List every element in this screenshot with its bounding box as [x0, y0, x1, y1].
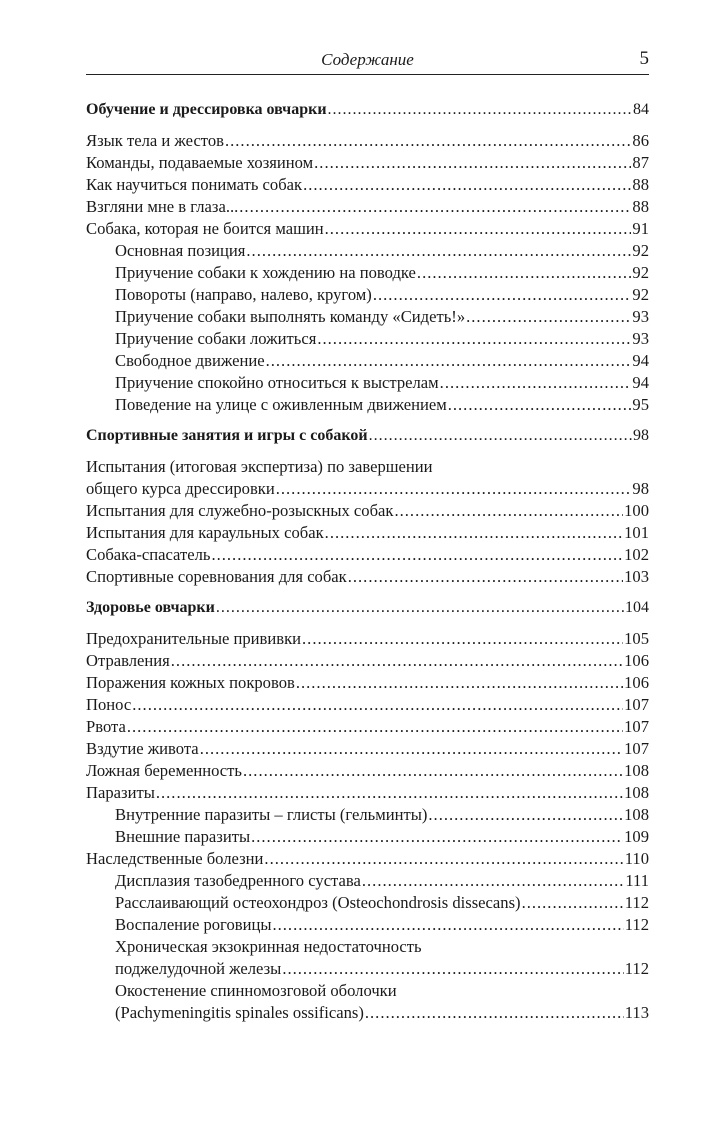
- toc-entry-title: Вздутие живота: [86, 739, 199, 758]
- toc-entry[interactable]: [86, 738, 649, 760]
- toc-section-title: Спортивные занятия и игры с собакой: [86, 427, 368, 444]
- toc-entry[interactable]: [86, 694, 649, 716]
- toc-entry-title: Как научиться понимать собак: [86, 175, 303, 194]
- leader-dots: [365, 1002, 624, 1024]
- toc-subentry[interactable]: [86, 958, 649, 980]
- toc-page-number: 108: [624, 761, 649, 780]
- toc-section[interactable]: [86, 99, 649, 121]
- toc-entry[interactable]: [86, 130, 649, 152]
- toc-entry-title: Команды, подаваемые хозяином: [86, 153, 314, 172]
- toc-page-number: 86: [632, 131, 649, 150]
- toc-section[interactable]: [86, 597, 649, 619]
- toc-entry-title: Испытания для служебно-розыскных собак: [86, 501, 394, 520]
- toc-page-number: 109: [624, 827, 649, 846]
- toc-page-number: 101: [624, 523, 649, 542]
- toc-entry-title: Отравления: [86, 651, 170, 670]
- toc-entry-title: общего курса дрессировки: [86, 479, 275, 498]
- toc-entry[interactable]: [86, 478, 649, 500]
- toc-subentry-line[interactable]: [86, 980, 649, 1002]
- toc-entry[interactable]: [86, 152, 649, 174]
- toc-entry[interactable]: [86, 544, 649, 566]
- toc-entry-title: Язык тела и жестов: [86, 131, 224, 150]
- leader-dots: [266, 350, 632, 372]
- leader-dots: [373, 284, 632, 306]
- leader-dots: [272, 914, 623, 936]
- toc-page-number: 94: [632, 351, 649, 370]
- leader-dots: [417, 262, 631, 284]
- toc-entry[interactable]: [86, 650, 649, 672]
- toc-page-number: 108: [624, 805, 649, 824]
- toc-entry-title: Приучение спокойно относиться к выстрелам: [115, 373, 439, 392]
- leader-dots: [303, 174, 631, 196]
- toc-page-number: 110: [624, 849, 649, 868]
- toc-entry-title: Предохранительные прививки: [86, 629, 302, 648]
- leader-dots: [225, 130, 631, 152]
- toc-entry-title: Испытания для караульных собак: [86, 523, 324, 542]
- leader-dots: [251, 826, 623, 848]
- leader-dots: [317, 328, 631, 350]
- toc-entry-title: Собака, которая не боится машин: [86, 219, 324, 238]
- toc-entry-title: Внешние паразиты: [115, 827, 251, 846]
- toc-page-number: 88: [632, 197, 649, 216]
- leader-dots: [127, 716, 623, 738]
- toc-page-number: 98: [633, 427, 649, 444]
- toc-page-number: 112: [624, 893, 649, 912]
- leader-dots: [466, 306, 631, 328]
- toc-entry-title: Повороты (направо, налево, кругом): [115, 285, 372, 304]
- toc-subentry[interactable]: [86, 394, 649, 416]
- leader-dots: [325, 218, 632, 240]
- toc-page-number: 108: [624, 783, 649, 802]
- toc-subentry[interactable]: [86, 804, 649, 826]
- toc-page-number: 107: [624, 717, 649, 736]
- toc-entry-title: Ложная беременность: [86, 761, 242, 780]
- toc-entry-title: Спортивные соревнования для собак: [86, 567, 347, 586]
- leader-dots: [211, 544, 623, 566]
- toc-subentry[interactable]: [86, 350, 649, 372]
- toc-subentry[interactable]: [86, 328, 649, 350]
- toc-page-number: 107: [624, 739, 649, 758]
- toc-page-number: 107: [624, 695, 649, 714]
- toc-entry[interactable]: [86, 848, 649, 870]
- leader-dots: [522, 892, 624, 914]
- toc-page-number: 92: [632, 241, 649, 260]
- toc-entry-title: Взгляни мне в глаза...: [86, 197, 239, 216]
- toc-entry[interactable]: [86, 174, 649, 196]
- toc-entry[interactable]: [86, 782, 649, 804]
- toc-page-number: 92: [632, 285, 649, 304]
- toc-page-number: 84: [633, 101, 649, 118]
- toc-entry-title: Понос: [86, 695, 132, 714]
- toc-page-number: 88: [632, 175, 649, 194]
- toc-page-number: 95: [632, 395, 649, 414]
- toc-subentry[interactable]: [86, 892, 649, 914]
- page-number: 5: [639, 48, 649, 69]
- toc-subentry[interactable]: [86, 262, 649, 284]
- toc-entry-line[interactable]: [86, 456, 649, 478]
- toc-subentry-line[interactable]: [86, 936, 649, 958]
- toc-entry-title-line: Хроническая экзокринная недостаточность: [115, 937, 422, 956]
- toc-entry-title: Паразиты: [86, 783, 155, 802]
- toc-entry-title: Основная позиция: [115, 241, 246, 260]
- toc-entry-title: Дисплазия тазобедренного сустава: [115, 871, 361, 890]
- toc-entry-title-line: Окостенение спинномозговой оболочки: [115, 981, 397, 1000]
- toc-page-number: 111: [625, 871, 649, 890]
- table-of-contents: [86, 99, 649, 1024]
- toc-subentry[interactable]: [86, 284, 649, 306]
- toc-page-number: 102: [624, 545, 649, 564]
- toc-section-title: Обучение и дрессировка овчарки: [86, 101, 327, 118]
- toc-page-number: 92: [632, 263, 649, 282]
- leader-dots: [296, 672, 623, 694]
- toc-subentry[interactable]: [86, 372, 649, 394]
- leader-dots: [200, 738, 623, 760]
- leader-dots: [362, 870, 624, 892]
- running-header-title: Содержание: [321, 50, 414, 69]
- toc-entry[interactable]: [86, 218, 649, 240]
- toc-entry-title: Свободное движение: [115, 351, 265, 370]
- toc-entry-title: Расслаивающий остеохондроз (Osteochondrosis dissecans): [115, 893, 521, 912]
- toc-entry-title-line: Испытания (итоговая экспертиза) по завершении: [86, 457, 433, 476]
- toc-entry[interactable]: [86, 716, 649, 738]
- leader-dots: [448, 394, 632, 416]
- toc-entry-title: Поведение на улице с оживленным движением: [115, 395, 447, 414]
- leader-dots: [282, 958, 623, 980]
- leader-dots: [325, 522, 623, 544]
- toc-subentry[interactable]: [86, 306, 649, 328]
- leader-dots: [216, 597, 624, 619]
- leader-dots: [369, 425, 632, 447]
- running-header: [86, 48, 649, 75]
- toc-entry-title: Приучение собаки выполнять команду «Сидеть!»: [115, 307, 466, 326]
- toc-page-number: 113: [624, 1003, 649, 1022]
- toc-entry-title: Собака-спасатель: [86, 545, 211, 564]
- toc-page-number: 98: [632, 479, 649, 498]
- leader-dots: [239, 196, 631, 218]
- leader-dots: [171, 650, 623, 672]
- leader-dots: [243, 760, 623, 782]
- leader-dots: [132, 694, 623, 716]
- toc-entry-title: Воспаление роговицы: [115, 915, 272, 934]
- toc-entry-title: (Pachymeningitis spinales ossificans): [115, 1003, 364, 1022]
- toc-subentry[interactable]: [86, 240, 649, 262]
- toc-page-number: 106: [624, 673, 649, 692]
- leader-dots: [394, 500, 623, 522]
- toc-entry[interactable]: [86, 522, 649, 544]
- toc-page-number: 103: [624, 567, 649, 586]
- toc-page-number: 94: [632, 373, 649, 392]
- toc-entry-title: Приучение собаки ложиться: [115, 329, 317, 348]
- leader-dots: [246, 240, 631, 262]
- toc-page-number: 104: [625, 599, 649, 616]
- leader-dots: [314, 152, 631, 174]
- toc-page-number: 91: [632, 219, 649, 238]
- toc-entry-title: Приучение собаки к хождению на поводке: [115, 263, 416, 282]
- toc-subentry[interactable]: [86, 1002, 649, 1024]
- leader-dots: [428, 804, 623, 826]
- toc-section-title: Здоровье овчарки: [86, 599, 215, 616]
- toc-entry-title: Внутренние паразиты – глисты (гельминты): [115, 805, 428, 824]
- toc-entry-title: Наследственные болезни: [86, 849, 264, 868]
- toc-entry-title: поджелудочной железы: [115, 959, 282, 978]
- toc-page-number: 93: [632, 329, 649, 348]
- leader-dots: [276, 478, 632, 500]
- toc-entry[interactable]: [86, 500, 649, 522]
- toc-entry-title: Поражения кожных покровов: [86, 673, 295, 692]
- toc-entry[interactable]: [86, 566, 649, 588]
- toc-subentry[interactable]: [86, 870, 649, 892]
- leader-dots: [348, 566, 623, 588]
- toc-page-number: 105: [624, 629, 649, 648]
- toc-subentry[interactable]: [86, 914, 649, 936]
- leader-dots: [328, 99, 632, 121]
- toc-entry[interactable]: [86, 628, 649, 650]
- toc-entry[interactable]: [86, 196, 649, 218]
- toc-entry[interactable]: [86, 760, 649, 782]
- toc-page-number: 112: [624, 915, 649, 934]
- leader-dots: [440, 372, 632, 394]
- toc-entry[interactable]: [86, 672, 649, 694]
- leader-dots: [156, 782, 623, 804]
- leader-dots: [264, 848, 623, 870]
- toc-page-number: 87: [632, 153, 649, 172]
- toc-page-number: 106: [624, 651, 649, 670]
- toc-subentry[interactable]: [86, 826, 649, 848]
- leader-dots: [302, 628, 623, 650]
- toc-page-number: 100: [624, 501, 649, 520]
- toc-section[interactable]: [86, 425, 649, 447]
- toc-entry-title: Рвота: [86, 717, 126, 736]
- toc-page-number: 93: [632, 307, 649, 326]
- toc-page-number: 112: [624, 959, 649, 978]
